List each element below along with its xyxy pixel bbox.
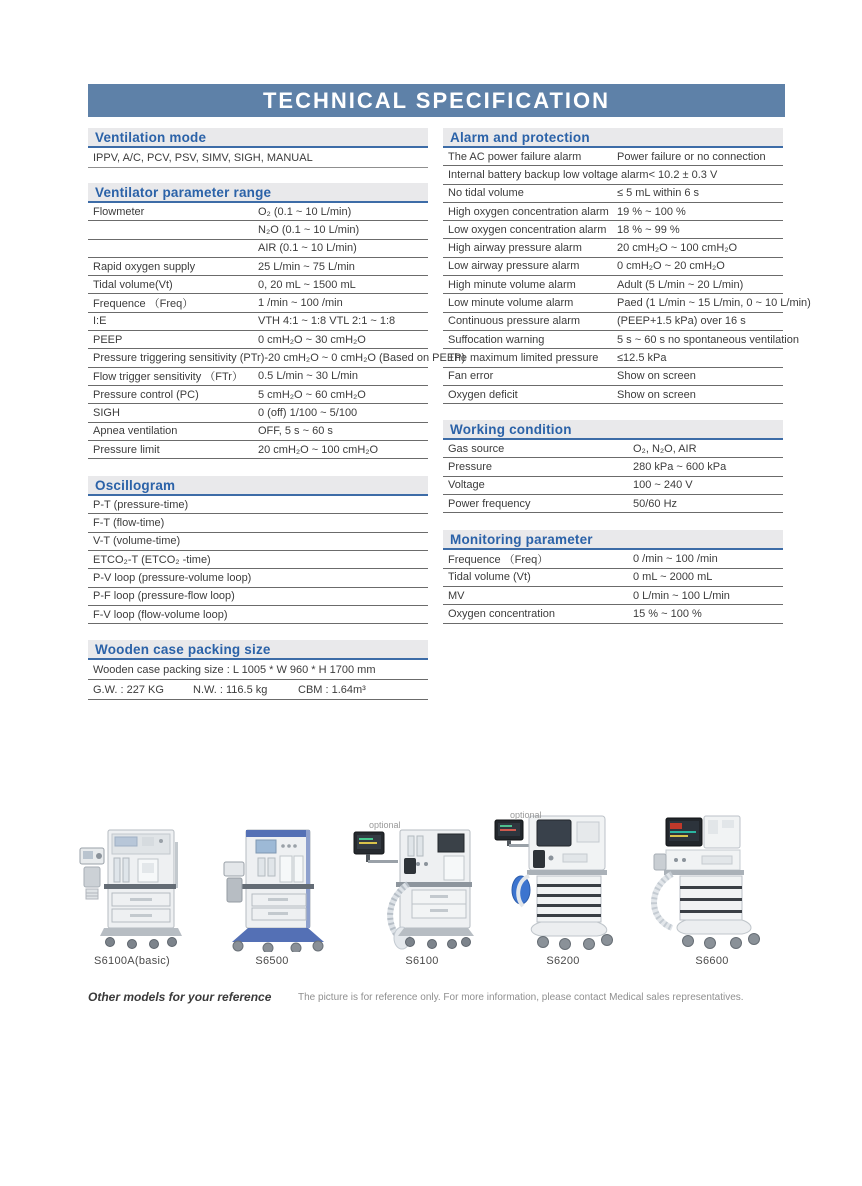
row-value: Show on screen [617, 370, 696, 383]
product-s6100 [347, 820, 497, 967]
row-label: PEEP [93, 333, 123, 346]
row-label: Internal battery backup low voltage alarm [448, 168, 649, 181]
table-row [443, 276, 783, 294]
net-weight-value: N.W. : 116.5 kg [193, 683, 268, 696]
working-condition-table [443, 440, 783, 513]
row-label: No tidal volume [448, 187, 524, 200]
table-row [88, 606, 428, 624]
product-label: S6100A(basic) [93, 955, 171, 967]
row-label: I:E [93, 315, 107, 328]
table-row [443, 239, 783, 257]
table-row [88, 313, 428, 331]
footer-note-models: Other models for your reference [88, 990, 272, 1004]
product-label: S6100 [405, 955, 439, 967]
footer-disclaimer: The picture is for reference only. For more information, please contact Medical sales representatives. [298, 992, 744, 1003]
row-value: VTH 4:1 ~ 1:8 VTL 2:1 ~ 1:8 [258, 315, 396, 328]
row-label: P-V loop (pressure-volume loop) [93, 571, 252, 584]
section-title-wooden-case: Wooden case packing size [88, 640, 428, 660]
row-value: (PEEP+1.5 kPa) over 16 s [617, 315, 746, 328]
row-value: 0 /min ~ 100 /min [633, 552, 718, 565]
row-value: Adult (5 L/min ~ 20 L/min) [617, 278, 744, 291]
row-label: Frequence （Freq） [93, 298, 194, 311]
wooden-case-size-value: Wooden case packing size : L 1005 * W 960 * H 1700 mm [93, 663, 376, 676]
row-label: The AC power failure alarm [448, 150, 582, 163]
optional-label: optional [369, 820, 401, 830]
row-label: The maximum limited pressure [448, 351, 599, 364]
row-label: Power frequency [448, 497, 531, 510]
row-value: 100 ~ 240 V [633, 479, 693, 492]
table-row [443, 368, 783, 386]
row-label: Low airway pressure alarm [448, 260, 580, 273]
product-image-s6500-icon [212, 824, 332, 952]
row-label: Frequence （Freq） [448, 553, 549, 566]
row-value: 20 cmH₂O ~ 100 cmH₂O [258, 443, 379, 456]
section-title-ventilator-parameter-range: Ventilator parameter range [88, 183, 428, 203]
product-label: S6500 [255, 955, 289, 967]
row-value: OFF, 5 s ~ 60 s [258, 425, 333, 438]
product-image-s6600-icon [642, 814, 782, 952]
row-label: Tidal volume (Vt) [448, 571, 531, 584]
table-row [88, 240, 428, 258]
table-row [88, 569, 428, 587]
product-label: S6200 [546, 955, 580, 967]
row-label: Rapid oxygen supply [93, 260, 196, 273]
product-image-s6100-icon [352, 824, 492, 952]
row-value: 1 /min ~ 100 /min [258, 297, 343, 310]
row-value: Paed (1 L/min ~ 15 L/min, 0 ~ 10 L/min) [617, 297, 811, 310]
table-row [88, 551, 428, 569]
row-value: ≤ 5 mL within 6 s [617, 187, 700, 200]
table-row [443, 477, 783, 495]
table-row [88, 368, 428, 386]
row-value: 5 cmH₂O ~ 60 cmH₂O [258, 388, 366, 401]
row-value: O₂ (0.1 ~ 10 L/min) [258, 205, 352, 218]
row-value: 50/60 Hz [633, 497, 678, 510]
table-row [443, 458, 783, 476]
section-title-working-condition: Working condition [443, 420, 783, 440]
ventilator-parameter-table [88, 203, 466, 459]
row-label: SIGH [93, 406, 120, 419]
table-row [443, 203, 783, 221]
right-column [443, 128, 811, 624]
table-row [88, 349, 466, 367]
product-label: S6600 [695, 955, 729, 967]
table-row [88, 496, 428, 514]
row-value: < 10.2 ± 0.3 V [648, 168, 718, 181]
row-label: Pressure control (PC) [93, 388, 199, 401]
row-value: 15 % ~ 100 % [633, 607, 702, 620]
section-title-oscillogram: Oscillogram [88, 476, 428, 496]
row-label: Pressure triggering sensitivity (PTr) [93, 352, 265, 365]
row-value: -20 cmH₂O ~ 0 cmH₂O (Based on PEEP) [264, 352, 466, 365]
row-label: Oxygen deficit [448, 388, 518, 401]
row-value: 0 cmH₂O ~ 30 cmH₂O [258, 333, 366, 346]
ventilation-mode-value: IPPV, A/C, PCV, PSV, SIMV, SIGH, MANUAL [93, 151, 313, 164]
table-row [443, 331, 799, 349]
row-label: Gas source [448, 442, 505, 455]
footer [88, 990, 785, 1004]
row-label: Continuous pressure alarm [448, 315, 581, 328]
table-row [443, 495, 783, 513]
row-label: Low oxygen concentration alarm [448, 223, 607, 236]
table-row [443, 313, 783, 331]
row-label: P-T (pressure-time) [93, 498, 189, 511]
row-value: 5 s ~ 60 s no spontaneous ventilation [617, 333, 799, 346]
row-label: Flowmeter [93, 205, 145, 218]
table-row [443, 386, 783, 404]
row-value: 0.5 L/min ~ 30 L/min [258, 370, 358, 383]
section-alarm-protection [443, 128, 811, 404]
table-row [443, 148, 783, 166]
table-row [88, 258, 428, 276]
section-title-monitoring-parameter: Monitoring parameter [443, 530, 783, 550]
row-value: Show on screen [617, 388, 696, 401]
section-working-condition [443, 420, 783, 513]
monitoring-parameter-table [443, 550, 783, 623]
row-label: V-T (volume-time) [93, 535, 181, 548]
row-value: 0 (off) 1/100 ~ 5/100 [258, 406, 358, 419]
table-row [88, 514, 428, 532]
section-oscillogram [88, 476, 428, 624]
table-row [88, 203, 428, 221]
table-row [443, 440, 783, 458]
row-value: AIR (0.1 ~ 10 L/min) [258, 242, 357, 255]
section-title-ventilation-mode: Ventilation mode [88, 128, 428, 148]
oscillogram-table [88, 496, 428, 624]
row-value: ≤12.5 kPa [617, 351, 667, 364]
table-row [88, 276, 428, 294]
row-label: Pressure [448, 461, 493, 474]
product-image-s6200-icon [493, 814, 633, 952]
page-title-banner [88, 84, 785, 117]
table-row [443, 294, 811, 312]
row-label: Pressure limit [93, 443, 160, 456]
row-label: Flow trigger sensitivity （FTr） [93, 371, 243, 384]
table-row [443, 258, 783, 276]
table-row [443, 587, 783, 605]
section-ventilation-mode [88, 128, 428, 168]
table-row [88, 331, 428, 349]
row-value: N₂O (0.1 ~ 10 L/min) [258, 223, 360, 236]
row-value: 20 cmH₂O ~ 100 cmH₂O [617, 242, 738, 255]
table-row [443, 605, 783, 623]
page-title: TECHNICAL SPECIFICATION [262, 88, 611, 113]
product-s6600 [637, 814, 787, 967]
row-label: High oxygen concentration alarm [448, 205, 609, 218]
table-row [88, 404, 428, 422]
row-value: O₂, N₂O, AIR [633, 442, 697, 455]
table-row [88, 533, 428, 551]
table-row [88, 423, 428, 441]
row-value: 0 L/min ~ 100 L/min [633, 589, 730, 602]
optional-label: optional [510, 810, 542, 820]
table-row [443, 185, 783, 203]
table-row [88, 221, 428, 239]
row-value: 18 % ~ 99 % [617, 223, 680, 236]
table-row [88, 588, 428, 606]
table-row [88, 294, 428, 312]
row-label: Tidal volume(Vt) [93, 278, 173, 291]
row-label: ETCO₂-T (ETCO₂ -time) [93, 553, 211, 566]
wooden-case-weight-row [88, 680, 428, 700]
section-title-alarm-protection: Alarm and protection [443, 128, 783, 148]
table-row [88, 441, 428, 459]
wooden-case-size-row [88, 660, 428, 680]
row-value: 280 kPa ~ 600 kPa [633, 461, 727, 474]
spec-content [88, 128, 811, 700]
row-label: MV [448, 589, 465, 602]
row-label: Low minute volume alarm [448, 297, 574, 310]
row-label: F-T (flow-time) [93, 517, 165, 530]
product-gallery [0, 805, 862, 973]
row-label: Voltage [448, 479, 485, 492]
row-value: 19 % ~ 100 % [617, 205, 686, 218]
row-label: High minute volume alarm [448, 278, 576, 291]
product-s6200 [488, 810, 638, 967]
table-row [443, 550, 783, 568]
row-value: 0 cmH₂O ~ 20 cmH₂O [617, 260, 725, 273]
product-image-s6100a-icon [72, 824, 192, 952]
section-ventilator-parameter-range [88, 183, 466, 459]
table-row [443, 349, 783, 367]
table-row [443, 569, 783, 587]
table-row [443, 166, 783, 184]
cbm-value: CBM : 1.64m³ [298, 683, 366, 696]
row-label: High airway pressure alarm [448, 242, 582, 255]
row-label: F-V loop (flow-volume loop) [93, 608, 228, 621]
row-label: Fan error [448, 370, 494, 383]
row-value: 0 mL ~ 2000 mL [633, 571, 713, 584]
section-wooden-case [88, 640, 428, 700]
left-column [88, 128, 466, 700]
section-monitoring-parameter [443, 530, 783, 623]
table-row [88, 386, 428, 404]
row-label: Suffocation warning [448, 333, 545, 346]
table-row [443, 221, 783, 239]
row-value: 25 L/min ~ 75 L/min [258, 260, 355, 273]
row-label: P-F loop (pressure-flow loop) [93, 590, 235, 603]
row-value: 0, 20 mL ~ 1500 mL [258, 278, 356, 291]
product-s6500 [197, 824, 347, 967]
product-s6100a [57, 824, 207, 967]
gross-weight-value: G.W. : 227 KG [93, 683, 164, 696]
row-value: Power failure or no connection [617, 150, 766, 163]
row-label: Oxygen concentration [448, 607, 556, 620]
ventilation-mode-row [88, 148, 428, 168]
row-label: Apnea ventilation [93, 425, 178, 438]
alarm-protection-table [443, 148, 811, 404]
